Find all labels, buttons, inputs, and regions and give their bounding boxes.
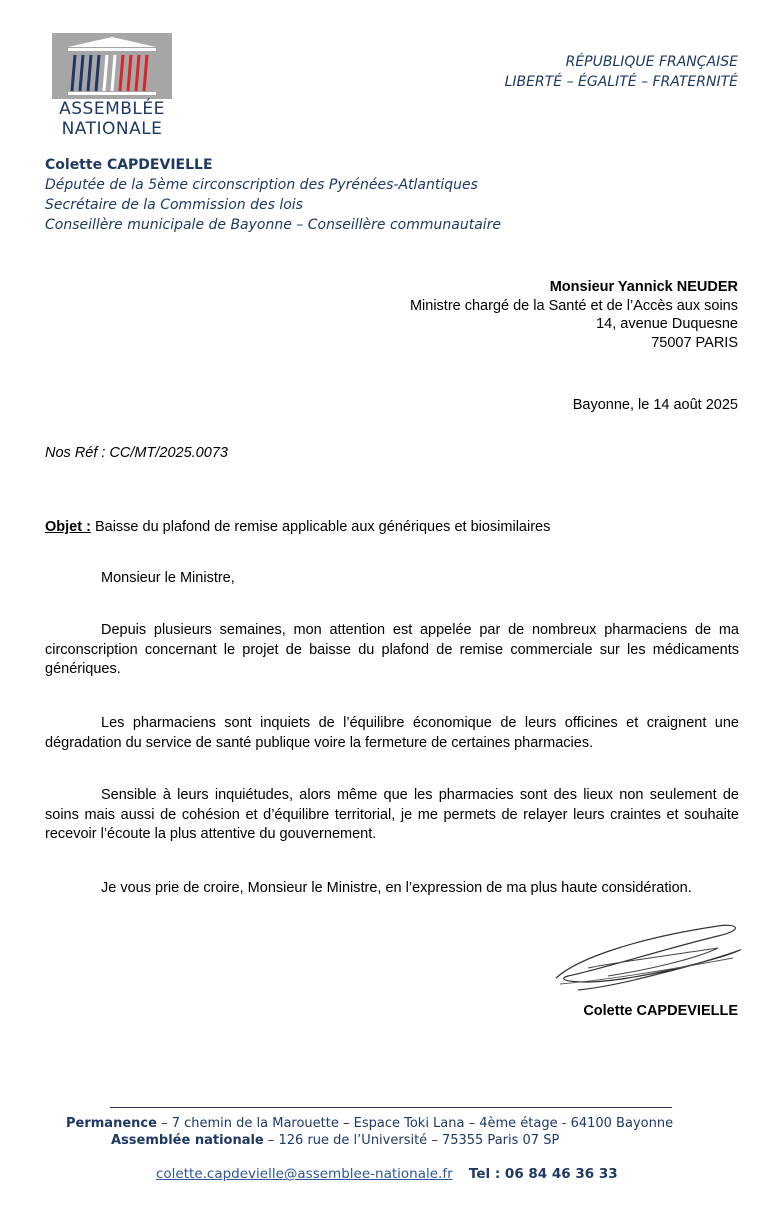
- recipient-street: 14, avenue Duquesne: [596, 316, 738, 332]
- recipient-city: 75007 PARIS: [651, 335, 738, 351]
- assemblee-nationale-logo: [52, 33, 172, 141]
- reference: Nos Réf : CC/MT/2025.0073: [45, 445, 228, 461]
- permanence-label: Permanence: [66, 1116, 157, 1131]
- logo-text-nationale: NATIONALE: [61, 119, 163, 139]
- subject-line: [45, 519, 550, 535]
- phone-number: Tel : 06 84 46 36 33: [468, 1166, 618, 1182]
- handwritten-signature: [548, 918, 748, 996]
- paragraph-1: Depuis plusieurs semaines, mon attention est appelée par de nombreux pharmaciens de ma circonscription concernant le projet de baisse du plafond de remise commerciale sur les médicaments génériques.: [45, 622, 739, 677]
- permanence-address: – 7 chemin de la Marouette – Espace Toki Lana – 4ème étage - 64100 Bayonne: [156, 1116, 674, 1131]
- footer-contact: [156, 1166, 618, 1182]
- recipient-name: Monsieur Yannick NEUDER: [549, 279, 738, 295]
- paragraph-4: Je vous prie de croire, Monsieur le Ministre, en l’expression de ma plus haute considération.: [101, 880, 692, 896]
- footer-divider: [110, 1107, 672, 1108]
- sender-title-deputy: Députée de la 5ème circonscription des Pyrénées-Atlantiques: [45, 177, 478, 193]
- republique-francaise: RÉPUBLIQUE FRANÇAISE: [565, 54, 738, 70]
- subject-label: Objet :: [45, 519, 91, 535]
- sender-name: Colette CAPDEVIELLE: [45, 157, 213, 173]
- republic-motto: LIBERTÉ – ÉGALITÉ – FRATERNITÉ: [504, 74, 738, 90]
- salutation: Monsieur le Ministre,: [101, 570, 235, 586]
- sender-title-municipal: Conseillère municipale de Bayonne – Conseillère communautaire: [45, 217, 502, 233]
- assemblee-label: Assemblée nationale: [111, 1133, 264, 1148]
- footer-assemblee: [111, 1133, 559, 1148]
- assemblee-address: – 126 rue de l’Université – 75355 Paris 07 SP: [263, 1133, 560, 1148]
- hemicycle-icon: [52, 33, 172, 99]
- paragraph-2: Les pharmaciens sont inquiets de l’équilibre économique de leurs officines et craignent une dégradation du service de santé publique voire la fermeture de certaines pharmacies.: [45, 715, 739, 751]
- letter-date: Bayonne, le 14 août 2025: [572, 397, 738, 413]
- footer-permanence: [66, 1116, 673, 1131]
- recipient-title: Ministre chargé de la Santé et de l’Accès aux soins: [409, 298, 738, 314]
- paragraph-3: Sensible à leurs inquiétudes, alors même que les pharmacies sont des lieux non seulement de soins mais aussi de cohésion et d’équilibre territorial, je me permets de relayer leurs craintes et souhaite recevoir l’écoute la plus attentive du gouvernement.: [45, 787, 739, 842]
- email-link[interactable]: colette.capdevielle@assemblee-nationale.fr: [156, 1166, 453, 1182]
- logo-text-assemblee: ASSEMBLÉE: [59, 99, 165, 119]
- signature-name: Colette CAPDEVIELLE: [583, 1003, 738, 1019]
- subject-text: Baisse du plafond de remise applicable aux génériques et biosimilaires: [94, 519, 551, 535]
- sender-title-commission: Secrétaire de la Commission des lois: [45, 197, 303, 213]
